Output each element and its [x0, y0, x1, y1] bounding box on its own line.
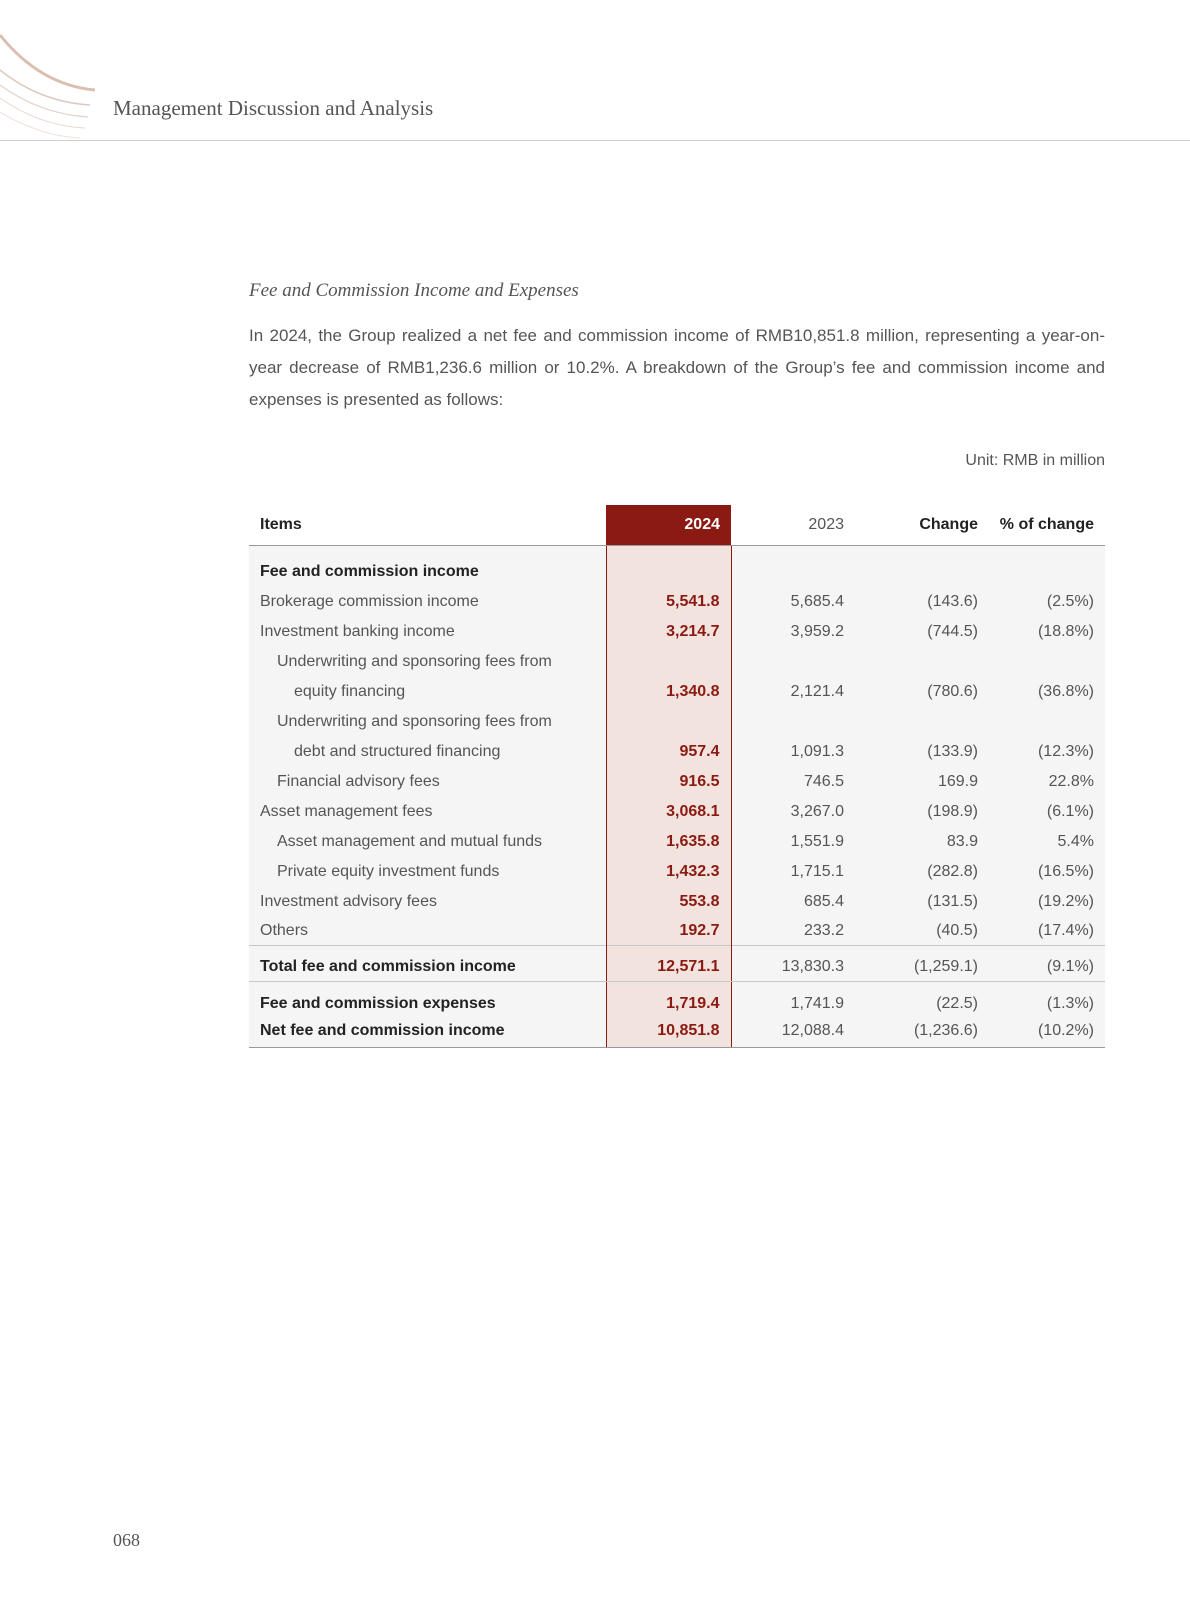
row-label: Underwriting and sponsoring fees from: [249, 646, 606, 676]
row-label: Brokerage commission income: [249, 586, 606, 616]
row-label: Fee and commission expenses: [249, 982, 606, 1018]
value-pct: (10.2%): [985, 1018, 1105, 1048]
row-label: equity financing: [249, 676, 606, 706]
value-change: (143.6): [855, 586, 985, 616]
value-pct: (19.2%): [985, 886, 1105, 916]
value-change: (133.9): [855, 736, 985, 766]
value-pct: (6.1%): [985, 796, 1105, 826]
row-label: Fee and commission income: [249, 546, 606, 586]
row-label: Asset management and mutual funds: [249, 826, 606, 856]
value-change: (131.5): [855, 886, 985, 916]
value-2024: 3,214.7: [606, 616, 731, 646]
decorative-arcs: [0, 30, 100, 145]
value-change: (22.5): [855, 982, 985, 1018]
value-pct: (17.4%): [985, 916, 1105, 946]
value-2023: 1,741.9: [731, 982, 855, 1018]
value-change: [855, 706, 985, 736]
value-pct: (18.8%): [985, 616, 1105, 646]
value-2024: 192.7: [606, 916, 731, 946]
header-2023: 2023: [731, 505, 855, 546]
value-pct: (12.3%): [985, 736, 1105, 766]
row-label: debt and structured financing: [249, 736, 606, 766]
value-change: 169.9: [855, 766, 985, 796]
value-pct: [985, 546, 1105, 586]
value-2023: 685.4: [731, 886, 855, 916]
value-change: 83.9: [855, 826, 985, 856]
header-change: Change: [855, 505, 985, 546]
value-pct: (1.3%): [985, 982, 1105, 1018]
value-pct: [985, 646, 1105, 676]
row-label: Total fee and commission income: [249, 946, 606, 982]
value-2023: 1,715.1: [731, 856, 855, 886]
fee-commission-table: [249, 505, 1105, 1048]
value-pct: (2.5%): [985, 586, 1105, 616]
total-row: [249, 946, 1105, 982]
page-header-title: Management Discussion and Analysis: [113, 96, 434, 120]
value-2024: 1,340.8: [606, 676, 731, 706]
net-income-row: [249, 1018, 1105, 1048]
value-2024: 10,851.8: [606, 1018, 731, 1048]
table-row: [249, 796, 1105, 826]
table-header-row: [249, 505, 1105, 546]
value-change: [855, 646, 985, 676]
value-2024: 553.8: [606, 886, 731, 916]
value-2023: [731, 546, 855, 586]
value-2024: 957.4: [606, 736, 731, 766]
value-2023: [731, 706, 855, 736]
value-change: (1,236.6): [855, 1018, 985, 1048]
table-row: [249, 706, 1105, 736]
value-2023: 233.2: [731, 916, 855, 946]
value-2024: 3,068.1: [606, 796, 731, 826]
table-row: [249, 766, 1105, 796]
row-label: Underwriting and sponsoring fees from: [249, 706, 606, 736]
table-row: [249, 826, 1105, 856]
table-row: [249, 586, 1105, 616]
value-change: (282.8): [855, 856, 985, 886]
value-change: [855, 546, 985, 586]
row-label: Investment advisory fees: [249, 886, 606, 916]
value-pct: (9.1%): [985, 946, 1105, 982]
value-change: (744.5): [855, 616, 985, 646]
page-number: 068: [113, 1530, 140, 1550]
row-label: Asset management fees: [249, 796, 606, 826]
value-pct: (36.8%): [985, 676, 1105, 706]
value-2023: 3,959.2: [731, 616, 855, 646]
value-pct: 22.8%: [985, 766, 1105, 796]
value-2023: [731, 646, 855, 676]
table-row: [249, 646, 1105, 676]
row-label: Net fee and commission income: [249, 1018, 606, 1048]
row-label: Others: [249, 916, 606, 946]
value-pct: 5.4%: [985, 826, 1105, 856]
table-row: [249, 616, 1105, 646]
value-2024: [606, 646, 731, 676]
intro-paragraph: In 2024, the Group realized a net fee and commission income of RMB10,851.8 million, representing a year-on-year decrease of RMB1,236.6 million or 10.2%. A breakdown of the Group’s fee and commission income and expenses is presented as follows:: [249, 326, 1105, 409]
value-pct: (16.5%): [985, 856, 1105, 886]
row-label: Financial advisory fees: [249, 766, 606, 796]
value-2024: [606, 546, 731, 586]
table-row: [249, 546, 1105, 586]
value-2023: 12,088.4: [731, 1018, 855, 1048]
value-2024: 1,432.3: [606, 856, 731, 886]
value-2024: 1,635.8: [606, 826, 731, 856]
value-2023: 13,830.3: [731, 946, 855, 982]
value-2023: 3,267.0: [731, 796, 855, 826]
value-2023: 2,121.4: [731, 676, 855, 706]
value-2024: 1,719.4: [606, 982, 731, 1018]
row-label: Private equity investment funds: [249, 856, 606, 886]
value-2024: [606, 706, 731, 736]
value-2024: 5,541.8: [606, 586, 731, 616]
header-2024: 2024: [606, 505, 731, 546]
table-row: [249, 676, 1105, 706]
value-change: (1,259.1): [855, 946, 985, 982]
value-2023: 746.5: [731, 766, 855, 796]
table-row: [249, 736, 1105, 766]
value-change: (40.5): [855, 916, 985, 946]
header-items: Items: [249, 505, 606, 546]
table-row: [249, 886, 1105, 916]
header-divider: [0, 140, 1190, 141]
table-row: [249, 916, 1105, 946]
expenses-row: [249, 982, 1105, 1018]
value-2023: 1,091.3: [731, 736, 855, 766]
section-title: Fee and Commission Income and Expenses: [249, 280, 579, 301]
value-2024: 12,571.1: [606, 946, 731, 982]
row-label: Investment banking income: [249, 616, 606, 646]
header-pct-change: % of change: [985, 505, 1105, 546]
table-row: [249, 856, 1105, 886]
value-2023: 5,685.4: [731, 586, 855, 616]
value-change: (198.9): [855, 796, 985, 826]
unit-note: Unit: RMB in million: [965, 452, 1105, 469]
value-change: (780.6): [855, 676, 985, 706]
value-pct: [985, 706, 1105, 736]
value-2024: 916.5: [606, 766, 731, 796]
value-2023: 1,551.9: [731, 826, 855, 856]
